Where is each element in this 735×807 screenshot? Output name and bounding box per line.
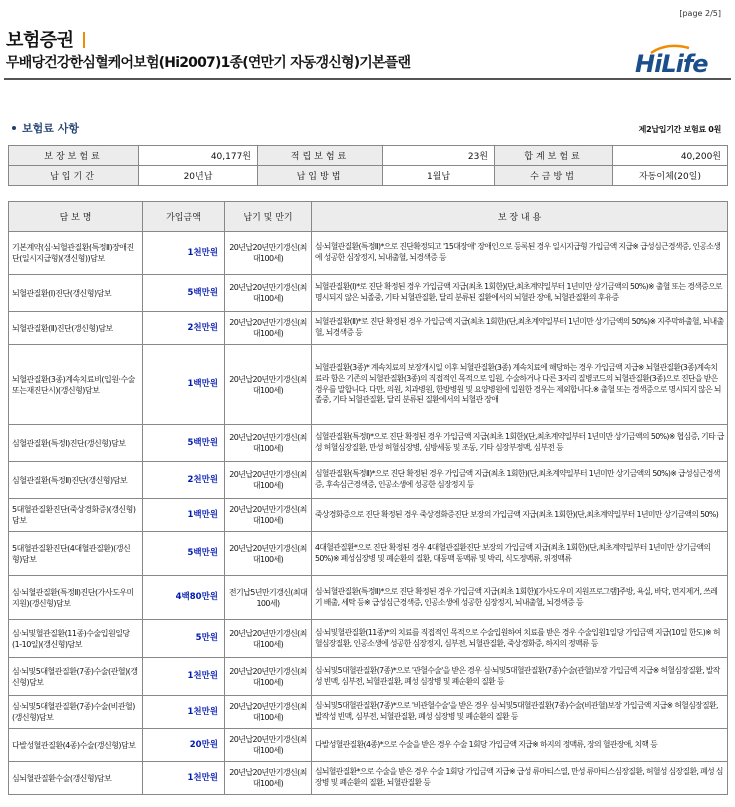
coverage-name: 심혈관질환(특정Ⅰ)진단(갱신형)담보 xyxy=(9,425,143,462)
summary-label: 수금방법 xyxy=(495,166,613,186)
premium-summary-table xyxy=(8,145,728,186)
condition-note: 제2납입기간 보험료 0원 xyxy=(638,125,721,134)
coverage-row xyxy=(9,425,728,462)
coverage-name: 5대혈관질환진단(4대혈관질환)(갱신형)담보 xyxy=(9,532,143,576)
coverage-name: 심혈관질환(특정Ⅱ)진단(갱신형)담보 xyxy=(9,462,143,499)
coverage-period: 20년납20년만기갱신(최대100세) xyxy=(225,499,312,532)
coverage-name: 심·뇌및5대혈관질환(7종)수술(비관혈)(갱신형)담보 xyxy=(9,696,143,729)
coverage-amount: 5만원 xyxy=(143,620,225,658)
coverage-amount: 20만원 xyxy=(143,729,225,762)
coverage-name: 뇌혈관질환(Ⅱ)진단(갱신형)담보 xyxy=(9,312,143,345)
coverage-description: 심혈관질환(특정Ⅰ)*으로 진단 확정된 경우 가입금액 지급(최초 1회한)(단,최초계약일부터 1년미만 상기금액의 50%)※ 협심증, 기타 급성 허혈심장질환, 만성 허혈심장병, 심방세동 및 조동, 기타 심장부정맥, 심부전 등 xyxy=(312,425,728,462)
header-content: 보 장 내 용 xyxy=(312,202,728,232)
coverage-description: 심·뇌혈관질환(특정Ⅱ)*으로 진단 확정된 경우 가입금액 지급(최초 1회한)[가사도우미 지원프로그램]주방, 욕실, 바닥, 먼지제거, 쓰레기 배출, 세탁 등※ 급성심근경색증, 인공소생에 성공한 심장정지, 뇌내출혈, 뇌경색증 등 xyxy=(312,576,728,620)
coverage-period: 20년납20년만기갱신(최대100세) xyxy=(225,762,312,795)
coverage-amount: 1천만원 xyxy=(143,696,225,729)
coverage-period: 20년납20년만기갱신(최대100세) xyxy=(225,425,312,462)
coverage-description: 심뇌혈관질환*으로 수술을 받은 경우 수술 1회당 가입금액 지급※ 급성 류마티스열, 만성 류마티스심장질환, 허혈성 심장질환, 폐성 심장병 및 폐순환의 질환, 뇌혈관질환 등 xyxy=(312,762,728,795)
coverage-description: 다발성혈관질환(4종)*으로 수술을 받은 경우 수술 1회당 가입금액 지급※ 하지의 정맥류, 장의 혈관장애, 치핵 등 xyxy=(312,729,728,762)
coverage-row xyxy=(9,658,728,696)
coverage-description: 죽상경화증으로 진단 확정된 경우 죽상경화증진단 보장의 가입금액 지급(최초 1회한)(단,최초계약일부터 1년미만 상기금액의 50%) xyxy=(312,499,728,532)
coverage-row xyxy=(9,696,728,729)
summary-label: 합계보험료 xyxy=(495,146,613,166)
coverage-amount: 1백만원 xyxy=(143,499,225,532)
coverage-amount: 1백만원 xyxy=(143,345,225,425)
coverage-amount: 5백만원 xyxy=(143,425,225,462)
coverage-period: 20년납20년만기갱신(최대100세) xyxy=(225,658,312,696)
header-name: 담 보 명 xyxy=(9,202,143,232)
coverage-table xyxy=(8,201,728,795)
coverage-period: 전기납5년만기갱신(최대100세) xyxy=(225,576,312,620)
company-title xyxy=(6,26,85,52)
coverage-row xyxy=(9,576,728,620)
coverage-row xyxy=(9,499,728,532)
coverage-name: 다발성혈관질환(4종)수술(갱신형)담보 xyxy=(9,729,143,762)
summary-label: 보장보험료 xyxy=(9,146,139,166)
coverage-amount: 5백만원 xyxy=(143,275,225,312)
coverage-amount: 1천만원 xyxy=(143,658,225,696)
section-title-text: 보험료 사항 xyxy=(22,122,79,135)
page-number: [page 2/5] xyxy=(679,9,721,18)
summary-label: 적립보험료 xyxy=(258,146,383,166)
coverage-description: 심·뇌및5대혈관질환(7종)*으로 '비관혈수술'을 받은 경우 심·뇌및5대혈관질환(7종)수술(비관혈)보장 가입금액 지급※ 허혈심장질환, 발작성 빈맥, 심부전, 뇌혈관질환, 폐성 심장병 및 폐순환의 질환 등 xyxy=(312,696,728,729)
coverage-row xyxy=(9,462,728,499)
product-title: 무배당건강한심혈케어보험(Hi2007)1종(연만기 자동갱신형)기본플랜 xyxy=(6,55,411,71)
coverage-amount: 5백만원 xyxy=(143,532,225,576)
summary-label: 납입방법 xyxy=(258,166,383,186)
summary-value: 20년납 xyxy=(139,166,258,186)
coverage-amount: 4백80만원 xyxy=(143,576,225,620)
coverage-header-row xyxy=(9,202,728,232)
coverage-name: 기본계약(심·뇌혈관질환(특정Ⅱ)장애진단(일시지급형)(갱신형))담보 xyxy=(9,232,143,275)
coverage-row xyxy=(9,620,728,658)
summary-label: 납입기간 xyxy=(9,166,139,186)
coverage-name: 심뇌혈관질환수술(갱신형)담보 xyxy=(9,762,143,795)
coverage-description: 뇌혈관질환(Ⅱ)*로 진단 확정된 경우 가입금액 지급(최초 1회한)(단,최초계약일부터 1년미만 상기금액의 50%)※ 지주막하출혈, 뇌내출혈, 뇌경색증 등 xyxy=(312,312,728,345)
coverage-description: 심·뇌및5대혈관질환(7종)*으로 '관혈수술'을 받은 경우 심·뇌및5대혈관질환(7종)수술(관혈)보장 가입금액 지급※ 허혈심장질환, 발작성 빈맥, 심부전, 뇌혈관질환, 폐성 심장병 및 폐순환의 질환 등 xyxy=(312,658,728,696)
coverage-description: 뇌혈관질환(Ⅰ)*로 진단 확정된 경우 가입금액 지급(최초 1회한)(단,최초계약일부터 1년미만 상기금액의 50%)※ 출혈 또는 경색증으로 명시되지 않은 뇌졸중, 기타 뇌혈관질환, 달리 분류된 질환에서의 뇌혈관 장애, 뇌혈관질환의 후유증 xyxy=(312,275,728,312)
coverage-row xyxy=(9,232,728,275)
coverage-amount: 2천만원 xyxy=(143,312,225,345)
hilife-logo xyxy=(635,44,727,78)
coverage-period: 20년납20년만기갱신(최대100세) xyxy=(225,620,312,658)
header-divider xyxy=(4,78,731,80)
coverage-description: 심·뇌및혈관질환(11종)*의 치료를 직접적인 목적으로 수술입원하여 치료를 받은 경우 수술입원1일당 가입금액 지급(10일 한도)※ 허혈심장질환, 인공소생에 성공한 심장정지, 심부전, 뇌혈관질환, 죽상경화증, 하지의 정맥류 등 xyxy=(312,620,728,658)
coverage-amount: 2천만원 xyxy=(143,462,225,499)
coverage-row xyxy=(9,275,728,312)
coverage-period: 20년납20년만기갱신(최대100세) xyxy=(225,696,312,729)
coverage-period: 20년납20년만기갱신(최대100세) xyxy=(225,462,312,499)
company-name: 보험증권 xyxy=(6,30,74,51)
summary-value: 자동이체(20일) xyxy=(613,166,728,186)
coverage-period: 20년납20년만기갱신(최대100세) xyxy=(225,532,312,576)
title-accent-bar xyxy=(83,32,85,48)
logo-text: HiLife xyxy=(635,50,708,78)
coverage-row xyxy=(9,345,728,425)
coverage-row xyxy=(9,532,728,576)
bullet-icon xyxy=(12,126,16,130)
coverage-row xyxy=(9,312,728,345)
coverage-name: 심·뇌및혈관질환(11종)수술입원일당(1-10일)(갱신형)담보 xyxy=(9,620,143,658)
coverage-description: 심·뇌혈관질환(특정Ⅱ)*으로 진단확정되고 '15대장애' 장애인으로 등록된 경우 일시지급형 가입금액 지급※ 급성심근경색증, 인공소생에 성공한 심장정지, 뇌내출혈, 뇌경색증 등 xyxy=(312,232,728,275)
coverage-period: 20년납20년만기갱신(최대100세) xyxy=(225,312,312,345)
summary-row xyxy=(9,166,728,186)
coverage-period: 20년납20년만기갱신(최대100세) xyxy=(225,232,312,275)
summary-value: 1월납 xyxy=(383,166,495,186)
coverage-row xyxy=(9,762,728,795)
coverage-period: 20년납20년만기갱신(최대100세) xyxy=(225,729,312,762)
summary-value: 40,177원 xyxy=(139,146,258,166)
coverage-name: 심·뇌및5대혈관질환(7종)수술(관혈)(갱신형)담보 xyxy=(9,658,143,696)
summary-row xyxy=(9,146,728,166)
coverage-period: 20년납20년만기갱신(최대100세) xyxy=(225,275,312,312)
coverage-name: 심·뇌혈관질환(특정Ⅱ)진단(가사도우미지원)(갱신형)담보 xyxy=(9,576,143,620)
header-amount: 가입금액 xyxy=(143,202,225,232)
coverage-description: 심혈관질환(특정Ⅱ)*으로 진단 확정된 경우 가입금액 지급(최초 1회한)(단,최초계약일부터 1년미만 상기금액의 50%)※ 급성심근경색증, 후속심근경색증, 인공소생에 성공한 심장정지 등 xyxy=(312,462,728,499)
section-title xyxy=(12,120,79,136)
coverage-row xyxy=(9,729,728,762)
coverage-name: 뇌혈관질환(Ⅰ)진단(갱신형)담보 xyxy=(9,275,143,312)
coverage-name: 5대혈관질환진단(죽상경화증)(갱신형)담보 xyxy=(9,499,143,532)
coverage-description: 뇌혈관질환(3종)* 계속치료의 보장개시일 이후 뇌혈관질환(3종) 계속치료에 해당하는 경우 가입금액 지급※ 뇌혈관질환(3종)계속치료라 함은 기존의 뇌혈관질환(3종)의 직접적인 목적으로 입원, 수술하거나 다른 3자리 질병코드의 뇌혈관질환(3종)으로 진단을 받은 경우를 말합니다. 다만, 의원, 치과병원, 한방병원 및 요양병원에 입원한 경우는 제외합니다.※ 출혈 또는 경색증으로 명시되지 않은 뇌졸중, 기타 뇌혈관질환, 달리 분류된 질환에서의 뇌혈관 장애 xyxy=(312,345,728,425)
coverage-period: 20년납20년만기갱신(최대100세) xyxy=(225,345,312,425)
coverage-amount: 1천만원 xyxy=(143,762,225,795)
summary-value: 23원 xyxy=(383,146,495,166)
summary-value: 40,200원 xyxy=(613,146,728,166)
header-period: 납기 및 만기 xyxy=(225,202,312,232)
coverage-amount: 1천만원 xyxy=(143,232,225,275)
coverage-name: 뇌혈관질환(3종)계속치료비(입원·수술또는재진단시)(갱신형)담보 xyxy=(9,345,143,425)
coverage-description: 4대혈관질환*으로 진단 확정된 경우 4대혈관질환진단 보장의 가입금액 지급(최초 1회한)(단,최초계약일부터 1년미만 상기금액의 50%)※ 폐성심장병 및 폐순환의 질환, 대동맥 동맥류 및 박리, 식도정맥류, 위정맥류 xyxy=(312,532,728,576)
